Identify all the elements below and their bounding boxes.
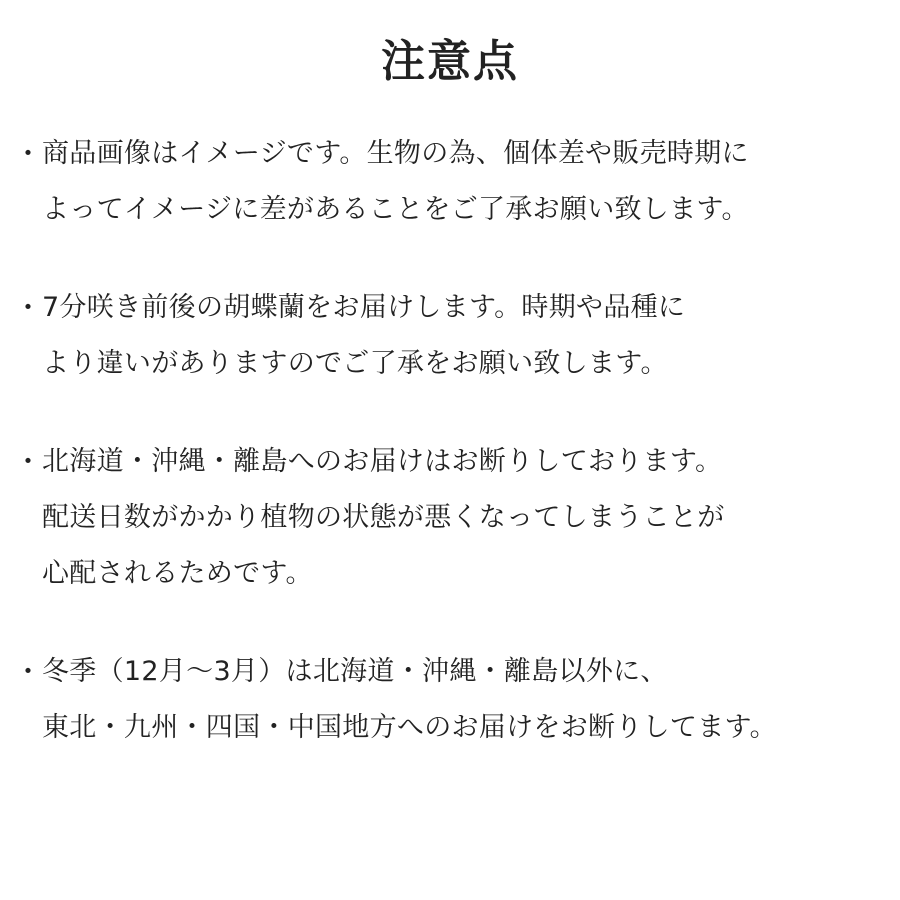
note-line: 配送日数がかかり植物の状態が悪くなってしまうことが	[42, 502, 725, 533]
note-line: 冬季（12月～3月）は北海道・沖縄・離島以外に、	[42, 656, 668, 687]
note-line: 7分咲き前後の胡蝶蘭をお届けします。時期や品種に	[42, 292, 686, 323]
note-item-bloom-stage	[0, 280, 900, 392]
note-line: より違いがありますのでご了承をお願い致します。	[42, 348, 668, 379]
bullet-mark: ・	[14, 655, 43, 688]
note-line: 東北・九州・四国・中国地方へのお届けをお断りしてます。	[42, 712, 777, 743]
note-line: 心配されるためです。	[42, 558, 313, 589]
note-item-product-image	[0, 126, 900, 238]
note-item-delivery-regions	[0, 434, 900, 602]
bullet-mark: ・	[14, 137, 43, 170]
note-line: 商品画像はイメージです。生物の為、個体差や販売時期に	[42, 138, 749, 169]
note-line: よってイメージに差があることをご了承お願い致します。	[42, 194, 749, 225]
notes-list	[0, 126, 900, 798]
note-line: 北海道・沖縄・離島へのお届けはお断りしております。	[42, 446, 723, 477]
bullet-mark: ・	[14, 291, 43, 324]
page-title: 注意点	[381, 36, 519, 87]
note-item-winter-delivery	[0, 644, 900, 756]
bullet-mark: ・	[14, 445, 43, 478]
